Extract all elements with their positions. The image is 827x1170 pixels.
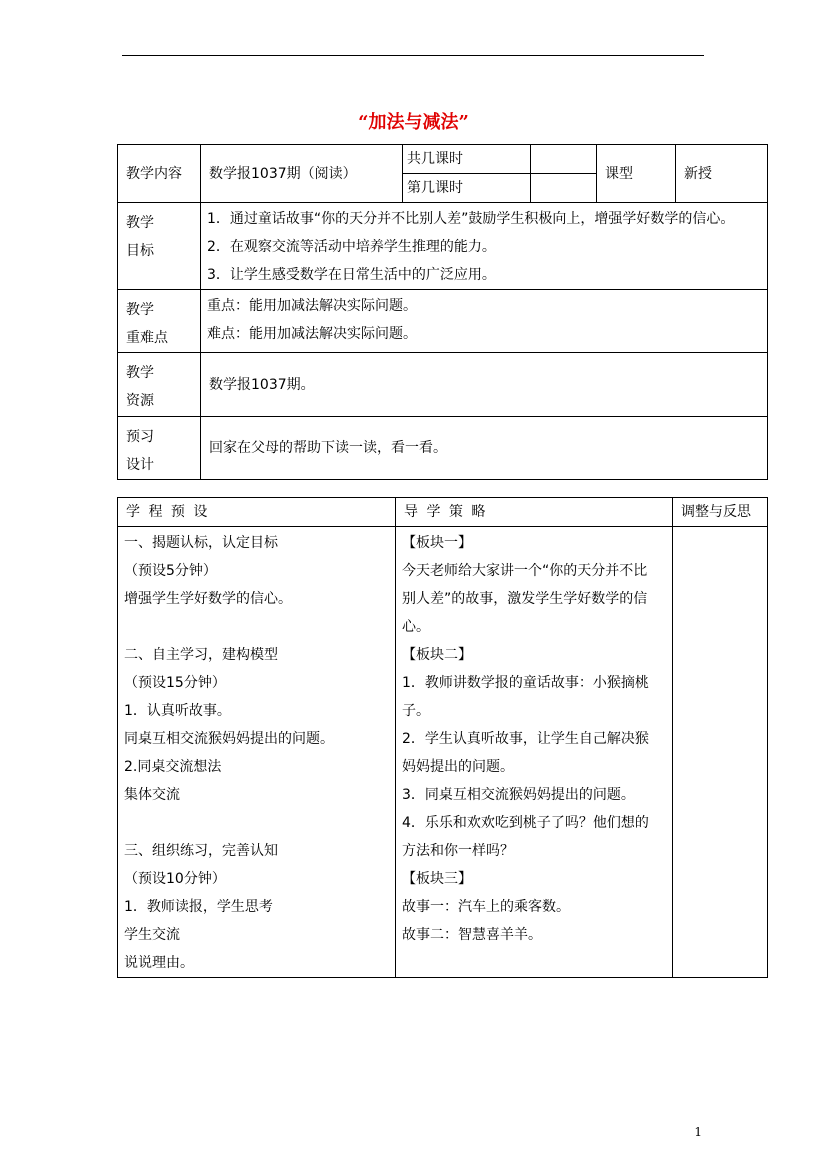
strategy-line: 【板块三】 — [402, 871, 472, 887]
strategy-line: 今天老师给大家讲一个“你的天分并不比 — [402, 563, 648, 579]
process-table — [117, 497, 768, 978]
strategy-line: 别人差”的故事，激发学生学好数学的信 — [402, 591, 648, 607]
learning-line: 同桌互相交流猴妈妈提出的问题。 — [124, 731, 334, 747]
page-title: “加法与减法” — [358, 112, 469, 133]
learning-line: 一、揭题认标，认定目标 — [124, 535, 278, 551]
keypoint-item: 难点：能用加减法解决实际问题。 — [207, 326, 417, 342]
goal-item: 3．让学生感受数学在日常生活中的广泛应用。 — [207, 267, 496, 283]
strategy-line: 1．教师讲数学报的童话故事：小猴摘桃 — [402, 675, 649, 691]
strategy-line: 【板块二】 — [402, 647, 472, 663]
strategy-column — [396, 527, 673, 978]
preview-value: 回家在父母的帮助下读一读，看一看。 — [201, 417, 768, 480]
strategy-line: 子。 — [402, 703, 430, 719]
learning-line: 2.同桌交流想法 — [124, 759, 222, 775]
header-rule — [122, 55, 704, 56]
header-learning: 学 程 预 设 — [118, 498, 396, 527]
learning-line: （预设5分钟） — [124, 563, 217, 579]
goal-item: 2．在观察交流等活动中培养学生推理的能力。 — [207, 239, 496, 255]
total-periods-value — [531, 145, 597, 174]
learning-line: 二、自主学习，建构模型 — [124, 647, 278, 663]
goals-label: 教学 目标 — [118, 203, 201, 290]
learning-line: 三、组织练习，完善认知 — [124, 843, 278, 859]
strategy-line: 【板块一】 — [402, 535, 472, 551]
learning-line: 学生交流 — [124, 927, 180, 943]
goal-item: 1．通过童话故事“你的天分并不比别人差”鼓励学生积极向上，增强学好数学的信心。 — [207, 211, 735, 227]
strategy-line: 妈妈提出的问题。 — [402, 759, 514, 775]
learning-line: 1．教师读报，学生思考 — [124, 899, 273, 915]
lesson-plan-table — [117, 144, 768, 480]
learning-line: （预设10分钟） — [124, 871, 226, 887]
header-reflection: 调整与反思 — [673, 498, 768, 527]
current-period-label: 第几课时 — [403, 174, 531, 203]
learning-line: 集体交流 — [124, 787, 180, 803]
strategy-line: 故事一：汽车上的乘客数。 — [402, 899, 570, 915]
resources-label: 教学 资源 — [118, 353, 201, 417]
strategy-line: 3．同桌互相交流猴妈妈提出的问题。 — [402, 787, 635, 803]
learning-line: 说说理由。 — [124, 955, 194, 971]
strategy-line: 故事二：智慧喜羊羊。 — [402, 927, 542, 943]
reflection-column — [673, 527, 768, 978]
page-number: 1 — [694, 1125, 702, 1139]
content-label: 教学内容 — [118, 145, 201, 203]
goals-list — [201, 203, 768, 290]
total-periods-label: 共几课时 — [403, 145, 531, 174]
resources-value: 数学报1037期。 — [201, 353, 768, 417]
strategy-line: 心。 — [402, 619, 430, 635]
header-strategy: 导 学 策 略 — [396, 498, 673, 527]
keypoints-label: 教学 重难点 — [118, 290, 201, 353]
keypoints-list — [201, 290, 768, 353]
learning-line — [124, 613, 395, 641]
learning-line — [124, 809, 395, 837]
learning-line: （预设15分钟） — [124, 675, 226, 691]
type-value: 新授 — [676, 145, 768, 203]
strategy-line: 2．学生认真听故事，让学生自己解决猴 — [402, 731, 649, 747]
learning-line: 1．认真听故事。 — [124, 703, 231, 719]
preview-label: 预习 设计 — [118, 417, 201, 480]
type-label: 课型 — [597, 145, 676, 203]
learning-line: 增强学生学好数学的信心。 — [124, 591, 292, 607]
current-period-value — [531, 174, 597, 203]
strategy-line: 方法和你一样吗？ — [402, 843, 514, 859]
strategy-line: 4．乐乐和欢欢吃到桃子了吗？他们想的 — [402, 815, 649, 831]
keypoint-item: 重点：能用加减法解决实际问题。 — [207, 298, 417, 314]
content-value: 数学报1037期（阅读） — [201, 145, 403, 203]
learning-column — [118, 527, 396, 978]
